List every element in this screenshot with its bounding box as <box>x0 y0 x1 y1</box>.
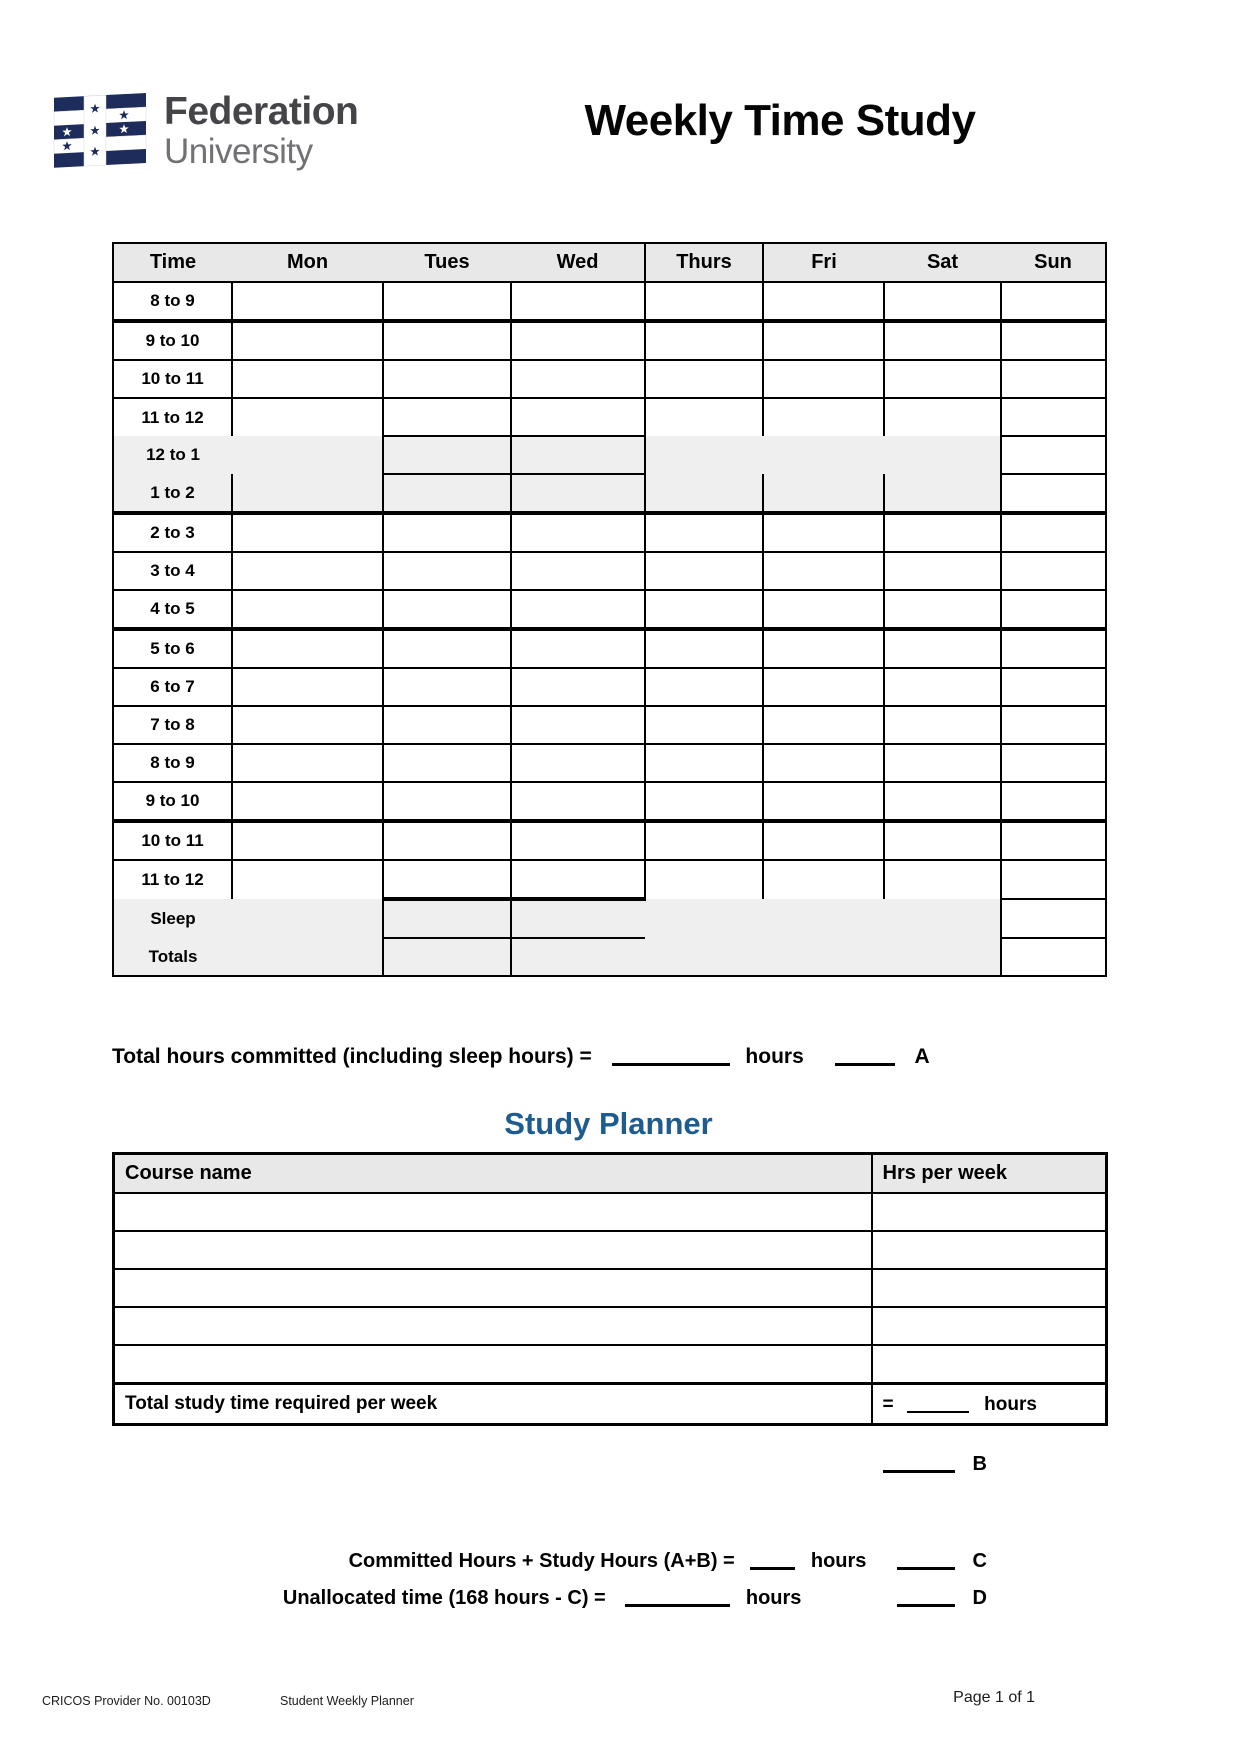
merged-cell <box>763 436 884 474</box>
day-cell[interactable] <box>1001 629 1106 668</box>
day-cell[interactable] <box>884 821 1001 860</box>
ref-b-line <box>112 1450 987 1476</box>
day-cell[interactable] <box>884 629 1001 668</box>
day-cell[interactable] <box>383 821 511 860</box>
footer-doc-name: Student Weekly Planner <box>280 1694 414 1708</box>
day-cell[interactable] <box>884 398 1001 436</box>
hours-unit: hours <box>745 1587 802 1609</box>
footer-page-number: Page 1 of 1 <box>953 1689 1035 1706</box>
col-header-time: Time <box>113 243 232 282</box>
day-cell[interactable] <box>645 360 763 398</box>
time-row <box>113 552 1106 590</box>
day-cell[interactable] <box>383 590 511 629</box>
day-cell[interactable] <box>1001 552 1106 590</box>
page-title: Weekly Time Study <box>584 96 976 145</box>
day-cell[interactable] <box>763 860 884 899</box>
day-cell[interactable] <box>763 744 884 782</box>
time-row <box>113 744 1106 782</box>
day-cell[interactable] <box>383 899 511 938</box>
col-header-mon: Mon <box>232 243 383 282</box>
course-name-cell[interactable] <box>114 1193 872 1231</box>
day-cell[interactable] <box>511 436 645 474</box>
weekly-timesheet <box>112 242 1107 977</box>
footer-cricos: CRICOS Provider No. 00103D <box>42 1694 211 1708</box>
day-cell[interactable] <box>645 668 763 706</box>
ref-c-blank[interactable] <box>897 1547 955 1570</box>
planner-header-row <box>114 1154 1107 1194</box>
time-label: 4 to 5 <box>113 590 232 629</box>
time-label: Sleep <box>113 899 232 938</box>
totals-row <box>113 938 1106 976</box>
hours-unit: hours <box>810 1550 867 1572</box>
day-cell[interactable] <box>232 706 383 744</box>
ref-b-blank[interactable] <box>883 1450 955 1473</box>
day-cell[interactable] <box>232 821 383 860</box>
time-label: 5 to 6 <box>113 629 232 668</box>
day-cell[interactable] <box>645 629 763 668</box>
day-cell[interactable] <box>232 398 383 436</box>
day-cell[interactable] <box>1001 821 1106 860</box>
day-cell[interactable] <box>511 552 645 590</box>
day-cell[interactable] <box>884 706 1001 744</box>
ref-d-blank[interactable] <box>897 1584 955 1607</box>
merged-cell <box>884 436 1001 474</box>
committed-label: Committed Hours + Study Hours (A+B) = <box>348 1550 735 1572</box>
hours-unit: hours <box>745 1045 804 1068</box>
day-cell[interactable] <box>232 321 383 360</box>
col-header-fri: Fri <box>763 243 884 282</box>
merged-cell <box>763 938 884 976</box>
day-cell[interactable] <box>763 821 884 860</box>
merged-cell <box>884 938 1001 976</box>
day-cell[interactable] <box>645 706 763 744</box>
day-cell[interactable] <box>645 282 763 321</box>
col-header-thurs: Thurs <box>645 243 763 282</box>
day-cell[interactable] <box>1001 706 1106 744</box>
day-cell[interactable] <box>1001 782 1106 821</box>
day-cell[interactable] <box>232 360 383 398</box>
hours-unit: hours <box>984 1393 1037 1415</box>
day-cell[interactable] <box>511 668 645 706</box>
day-cell[interactable] <box>763 321 884 360</box>
day-cell[interactable] <box>232 744 383 782</box>
day-cell[interactable] <box>763 398 884 436</box>
day-cell[interactable] <box>645 590 763 629</box>
time-row <box>113 706 1106 744</box>
day-cell[interactable] <box>383 668 511 706</box>
day-cell[interactable] <box>1001 744 1106 782</box>
day-cell[interactable] <box>884 321 1001 360</box>
study-planner-table <box>112 1152 1108 1426</box>
day-cell[interactable] <box>383 938 511 976</box>
time-label: 12 to 1 <box>113 436 232 474</box>
planner-total-row <box>114 1384 1107 1425</box>
ref-b-label: B <box>972 1453 987 1475</box>
day-cell[interactable] <box>383 282 511 321</box>
federation-flag-icon <box>50 84 150 176</box>
day-cell[interactable] <box>1001 398 1106 436</box>
study-planner-heading: Study Planner <box>504 1106 713 1141</box>
day-cell[interactable] <box>511 744 645 782</box>
course-hours-cell[interactable] <box>872 1269 1107 1307</box>
course-row <box>114 1231 1107 1269</box>
time-label: 3 to 4 <box>113 552 232 590</box>
hrs-per-week-header: Hrs per week <box>872 1154 1107 1194</box>
day-cell[interactable] <box>1001 474 1106 513</box>
time-label: Totals <box>113 938 232 976</box>
day-cell[interactable] <box>511 782 645 821</box>
time-row-shaded <box>113 474 1106 513</box>
equals-sign: = <box>882 1393 894 1415</box>
day-cell[interactable] <box>1001 668 1106 706</box>
col-header-sat: Sat <box>884 243 1001 282</box>
day-cell[interactable] <box>383 436 511 474</box>
time-row <box>113 860 1106 899</box>
col-header-wed: Wed <box>511 243 645 282</box>
university-logo <box>50 84 358 176</box>
time-row <box>113 282 1106 321</box>
planner-total-label: Total study time required per week <box>114 1384 872 1425</box>
day-cell[interactable] <box>511 629 645 668</box>
committed-blank[interactable] <box>750 1547 795 1570</box>
time-row <box>113 398 1106 436</box>
time-row <box>113 668 1106 706</box>
col-header-tues: Tues <box>383 243 511 282</box>
day-cell[interactable] <box>383 552 511 590</box>
day-cell[interactable] <box>383 629 511 668</box>
day-cell[interactable] <box>645 860 763 899</box>
day-cell[interactable] <box>1001 360 1106 398</box>
day-cell[interactable] <box>511 706 645 744</box>
total-hours-blank[interactable] <box>612 1043 730 1066</box>
merged-cell <box>645 474 763 513</box>
day-cell[interactable] <box>763 513 884 552</box>
time-row <box>113 321 1106 360</box>
time-label: 2 to 3 <box>113 513 232 552</box>
day-cell[interactable] <box>1001 282 1106 321</box>
day-cell[interactable] <box>1001 899 1106 938</box>
day-cell[interactable] <box>232 590 383 629</box>
day-cell[interactable] <box>511 474 645 513</box>
day-cell[interactable] <box>763 629 884 668</box>
time-row <box>113 513 1106 552</box>
course-row <box>114 1307 1107 1345</box>
day-cell[interactable] <box>383 782 511 821</box>
unallocated-blank[interactable] <box>625 1584 730 1607</box>
time-label: 11 to 12 <box>113 860 232 899</box>
day-cell[interactable] <box>884 513 1001 552</box>
merged-cell <box>232 474 383 513</box>
merged-cell <box>645 938 763 976</box>
day-cell[interactable] <box>763 590 884 629</box>
time-label: 8 to 9 <box>113 282 232 321</box>
day-cell[interactable] <box>1001 513 1106 552</box>
course-row <box>114 1269 1107 1307</box>
day-cell[interactable] <box>884 552 1001 590</box>
merged-cell <box>232 938 383 976</box>
day-cell[interactable] <box>511 282 645 321</box>
planner-total-value-cell <box>872 1384 1107 1425</box>
day-cell[interactable] <box>645 744 763 782</box>
day-cell[interactable] <box>884 360 1001 398</box>
day-cell[interactable] <box>1001 436 1106 474</box>
sleep-row <box>113 899 1106 938</box>
ref-d-label: D <box>972 1587 987 1609</box>
logo-brand-name: Federation <box>164 89 359 133</box>
day-cell[interactable] <box>383 474 511 513</box>
time-label: 10 to 11 <box>113 360 232 398</box>
day-cell[interactable] <box>232 782 383 821</box>
day-cell[interactable] <box>645 782 763 821</box>
day-cell[interactable] <box>1001 938 1106 976</box>
committed-hours-line <box>112 1547 987 1573</box>
day-cell[interactable] <box>232 629 383 668</box>
day-cell[interactable] <box>884 668 1001 706</box>
day-cell[interactable] <box>383 706 511 744</box>
day-cell[interactable] <box>383 321 511 360</box>
day-cell[interactable] <box>232 668 383 706</box>
day-cell[interactable] <box>884 282 1001 321</box>
time-row <box>113 629 1106 668</box>
day-cell[interactable] <box>383 513 511 552</box>
time-label: 8 to 9 <box>113 744 232 782</box>
course-hours-cell[interactable] <box>872 1231 1107 1269</box>
unallocated-label: Unallocated time (168 hours - C) = <box>282 1587 606 1609</box>
merged-cell <box>645 899 763 938</box>
day-cell[interactable] <box>511 360 645 398</box>
course-hours-cell[interactable] <box>872 1193 1107 1231</box>
day-cell[interactable] <box>511 321 645 360</box>
day-cell[interactable] <box>511 821 645 860</box>
course-name-cell[interactable] <box>114 1345 872 1384</box>
merged-cell <box>232 899 383 938</box>
day-cell[interactable] <box>232 513 383 552</box>
day-cell[interactable] <box>884 590 1001 629</box>
time-row-shaded <box>113 436 1106 474</box>
day-cell[interactable] <box>884 782 1001 821</box>
course-row <box>114 1193 1107 1231</box>
day-cell[interactable] <box>511 899 645 938</box>
course-name-cell[interactable] <box>114 1269 872 1307</box>
course-row <box>114 1345 1107 1384</box>
logo-wordmark <box>164 89 359 171</box>
day-cell[interactable] <box>645 398 763 436</box>
day-cell[interactable] <box>1001 860 1106 899</box>
time-label: 11 to 12 <box>113 398 232 436</box>
day-cell[interactable] <box>383 398 511 436</box>
planner-total-blank[interactable] <box>907 1393 969 1413</box>
day-cell[interactable] <box>232 860 383 899</box>
day-cell[interactable] <box>511 860 645 899</box>
unallocated-time-line <box>112 1584 987 1610</box>
day-cell[interactable] <box>383 860 511 899</box>
day-cell[interactable] <box>383 360 511 398</box>
ref-a-label: A <box>914 1045 930 1068</box>
day-cell[interactable] <box>645 821 763 860</box>
day-cell[interactable] <box>1001 590 1106 629</box>
day-cell[interactable] <box>232 282 383 321</box>
time-row <box>113 782 1106 821</box>
course-hours-cell[interactable] <box>872 1307 1107 1345</box>
merged-cell <box>763 899 884 938</box>
time-label: 1 to 2 <box>113 474 232 513</box>
timesheet-header-row <box>113 243 1106 282</box>
merged-cell <box>884 474 1001 513</box>
time-label: 10 to 11 <box>113 821 232 860</box>
total-hours-label: Total hours committed (including sleep hours) = <box>112 1045 592 1068</box>
day-cell[interactable] <box>763 360 884 398</box>
day-cell[interactable] <box>763 282 884 321</box>
day-cell[interactable] <box>645 552 763 590</box>
merged-cell <box>511 938 645 976</box>
total-hours-line <box>112 1043 930 1069</box>
time-row <box>113 590 1106 629</box>
time-label: 9 to 10 <box>113 321 232 360</box>
time-row <box>113 360 1106 398</box>
day-cell[interactable] <box>763 668 884 706</box>
merged-cell <box>884 899 1001 938</box>
day-cell[interactable] <box>763 552 884 590</box>
logo-brand-subname: University <box>164 131 313 171</box>
time-label: 6 to 7 <box>113 668 232 706</box>
course-name-cell[interactable] <box>114 1231 872 1269</box>
course-name-cell[interactable] <box>114 1307 872 1345</box>
day-cell[interactable] <box>645 321 763 360</box>
col-header-sun: Sun <box>1001 243 1106 282</box>
day-cell[interactable] <box>1001 321 1106 360</box>
merged-cell <box>232 436 383 474</box>
time-label: 7 to 8 <box>113 706 232 744</box>
day-cell[interactable] <box>232 552 383 590</box>
day-cell[interactable] <box>511 590 645 629</box>
ref-a-blank[interactable] <box>835 1043 895 1066</box>
day-cell[interactable] <box>763 706 884 744</box>
merged-cell <box>645 436 763 474</box>
time-row <box>113 821 1106 860</box>
ref-c-label: C <box>972 1550 987 1572</box>
day-cell[interactable] <box>645 513 763 552</box>
course-hours-cell[interactable] <box>872 1345 1107 1384</box>
day-cell[interactable] <box>763 782 884 821</box>
merged-cell <box>763 474 884 513</box>
time-label: 9 to 10 <box>113 782 232 821</box>
day-cell[interactable] <box>884 744 1001 782</box>
course-name-header: Course name <box>114 1154 872 1194</box>
day-cell[interactable] <box>383 744 511 782</box>
day-cell[interactable] <box>884 860 1001 899</box>
day-cell[interactable] <box>511 398 645 436</box>
day-cell[interactable] <box>511 513 645 552</box>
